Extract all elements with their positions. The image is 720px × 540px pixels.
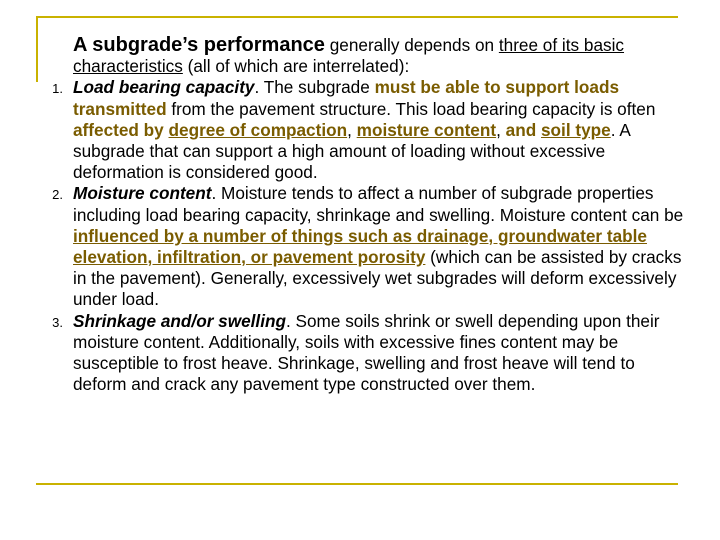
list-number: 2. xyxy=(52,187,63,203)
top-rule xyxy=(36,16,678,18)
characteristics-list xyxy=(52,77,685,395)
slide-body xyxy=(52,34,685,395)
list-item: 1. Load bearing capacity. The subgrade must be able to support loads transmitted from the pavement structure. This load bearing capacity is often affected by degree of compaction, moisture content, and soil type. A subgrade that can support a high amount of loading without excessive deformation is considered good. xyxy=(73,77,685,183)
list-item: 3. Shrinkage and/or swelling. Some soils shrink or swell depending upon their moisture content. Additionally, soils with excessive fines content may be susceptible to frost heave. Shrinkage, swelling and frost heave will tend to deform and crack any pavement type constructed over them. xyxy=(73,311,685,396)
intro-paragraph: A subgrade’s performance generally depends on three of its basic characteristics (all of which are interrelated): xyxy=(73,34,625,77)
left-rule xyxy=(36,16,38,82)
list-item: 2. Moisture content. Moisture tends to affect a number of subgrade properties including load bearing capacity, shrinkage and swelling. Moisture content can be influenced by a number of things such as drainage, groundwater table elevation, infiltration, or pavement porosity (which can be assisted by cracks in the pavement). Generally, excessively wet subgrades will deform excessively under load. xyxy=(73,183,685,310)
bottom-rule xyxy=(36,483,678,485)
list-number: 1. xyxy=(52,81,63,97)
list-number: 3. xyxy=(52,314,63,330)
intro-title: A subgrade’s performance xyxy=(73,34,325,56)
